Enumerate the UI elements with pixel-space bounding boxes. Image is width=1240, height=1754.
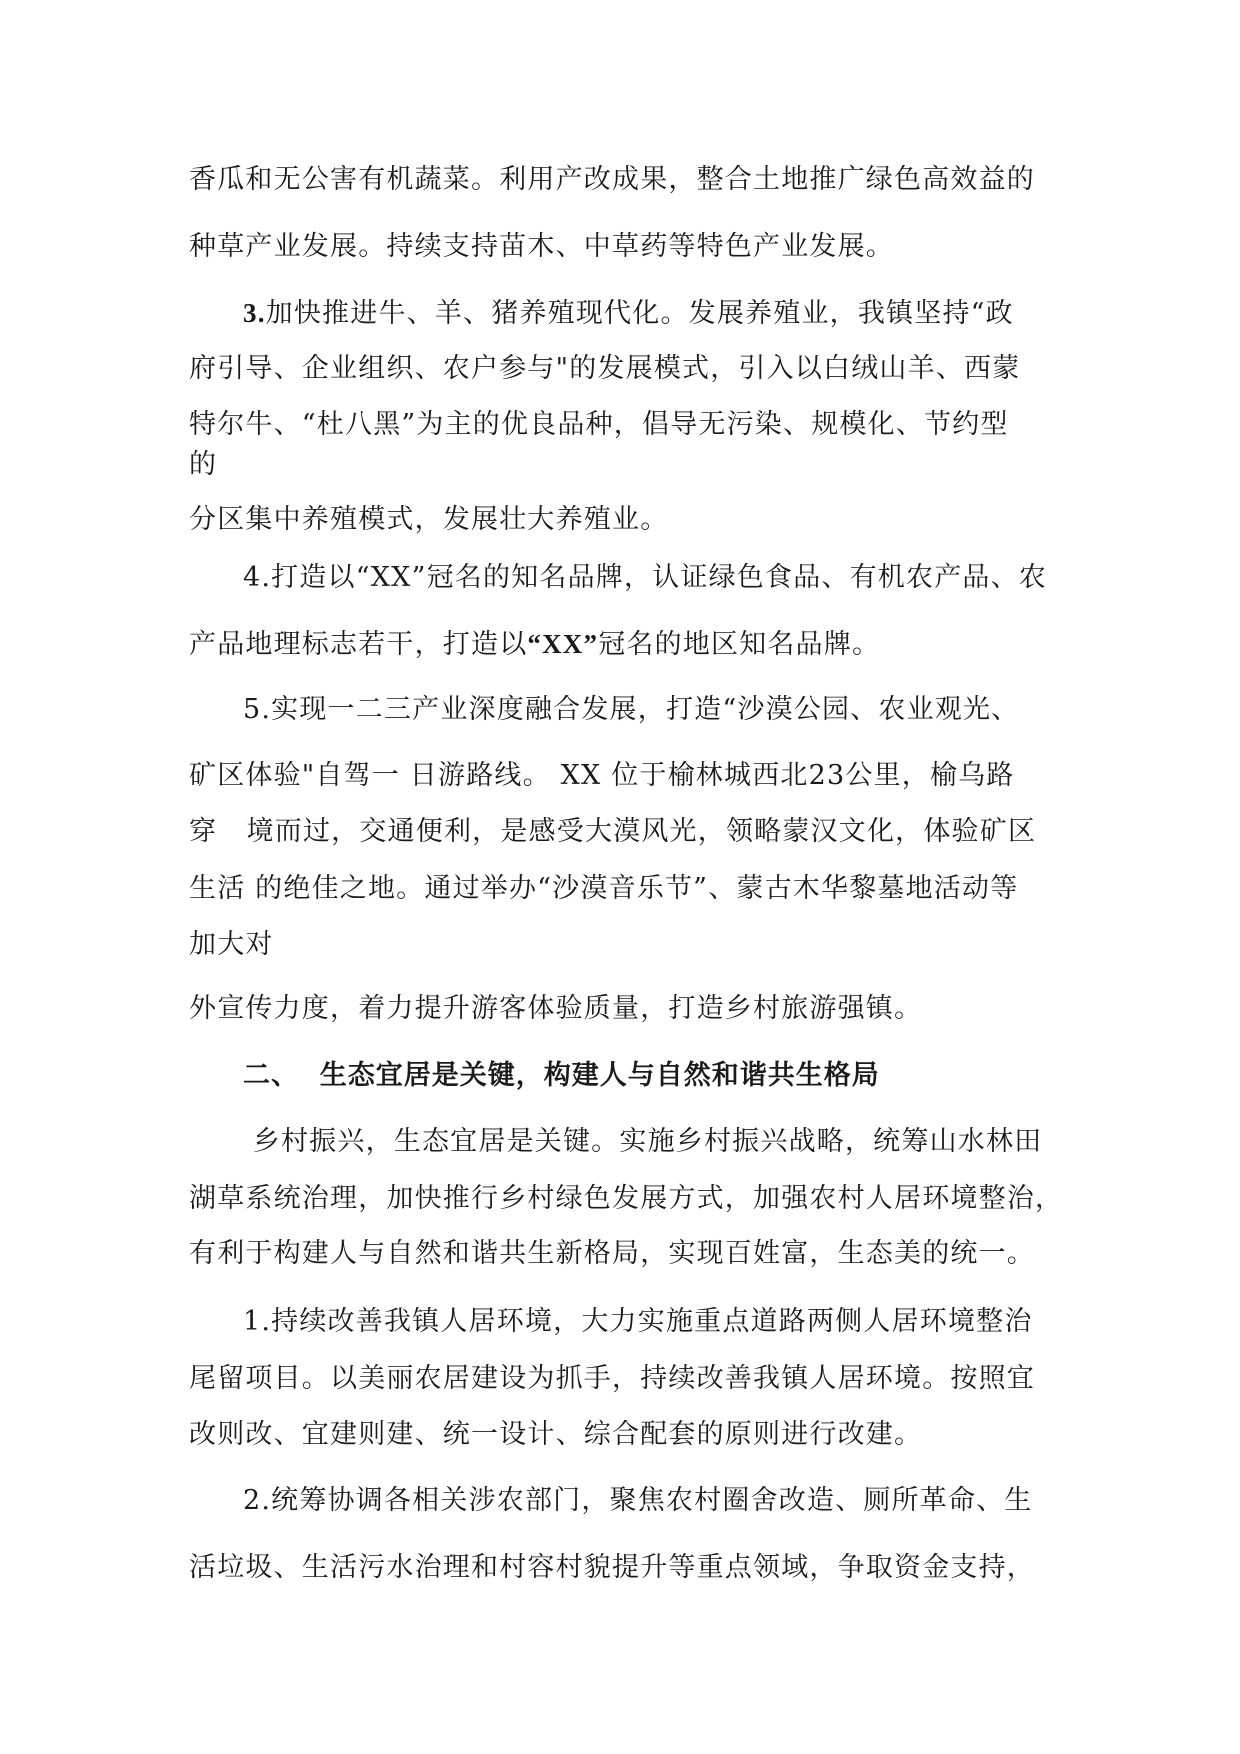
paragraph-line: 乡村振兴，生态宜居是关键。实施乡村振兴战略，统筹山水林田 bbox=[243, 1126, 1043, 1157]
paragraph-line: 湖草系统治理，加快推行乡村绿色发展方式，加强农村人居环境整治， bbox=[189, 1183, 1064, 1214]
paragraph-line: 加大对 bbox=[189, 929, 274, 960]
list-number: 3. bbox=[243, 298, 266, 328]
paragraph-line: 有利于构建人与自然和谐共生新格局，实现百姓富，生态美的统一。 bbox=[189, 1238, 1035, 1269]
paragraph-line: 5.实现一二三产业深度融合发展，打造“沙漠公园、农业观光、 bbox=[243, 694, 1020, 725]
paragraph-line: 分区集中养殖模式，发展壮大养殖业。 bbox=[189, 504, 669, 535]
paragraph-line: 矿区体验"自驾一 日游路线。 XX 位于榆林城西北23公里，榆乌路 bbox=[189, 760, 1015, 791]
paragraph-text: 冠名的地区知名品牌。 bbox=[598, 629, 881, 660]
paragraph-line: 2.统筹协调各相关涉农部门，聚焦农村圈舍改造、厕所革命、生 bbox=[243, 1485, 1033, 1516]
paragraph-line: 的 bbox=[189, 449, 218, 480]
list-item-3-first-line bbox=[243, 296, 1014, 331]
paragraph-line: 活垃圾、生活污水治理和村容村貌提升等重点领域，争取资金支持， bbox=[189, 1552, 1035, 1583]
paragraph-text: 加快推进牛、羊、猪养殖现代化。发展养殖业，我镇坚持“政 bbox=[265, 298, 1014, 329]
brand-name-bold: “XX” bbox=[527, 629, 599, 659]
paragraph-line: 香瓜和无公害有机蔬菜。利用产改成果，整合土地推广绿色高效益的 bbox=[189, 164, 1035, 195]
paragraph-line: 种草产业发展。持续支持苗木、中草药等特色产业发展。 bbox=[189, 231, 894, 262]
paragraph-line: 外宣传力度，着力提升游客体验质量，打造乡村旅游强镇。 bbox=[189, 993, 923, 1024]
paragraph-line: 改则改、宜建则建、统一设计、综合配套的原则进行改建。 bbox=[189, 1419, 923, 1450]
section-heading: 二、 生态宜居是关键，构建人与自然和谐共生格局 bbox=[243, 1060, 880, 1091]
paragraph-line: 府引导、企业组织、农户参与"的发展模式，引入以白绒山羊、西蒙 bbox=[189, 353, 1021, 384]
paragraph-line: 特尔牛、“杜八黑”为主的优良品种，倡导无污染、规模化、节约型 bbox=[189, 409, 1009, 440]
paragraph-line: 穿 境而过，交通便利，是感受大漠风光，领略蒙汉文化，体验矿区 bbox=[189, 816, 1037, 847]
paragraph-line: 生活 的绝佳之地。通过举办“沙漠音乐节”、蒙古木华黎墓地活动等 bbox=[189, 873, 1019, 904]
paragraph-line: 1.持续改善我镇人居环境，大力实施重点道路两侧人居环境整治 bbox=[243, 1306, 1033, 1337]
list-item-4-second-line bbox=[189, 627, 880, 662]
paragraph-line: 4.打造以“XX”冠名的知名品牌，认证绿色食品、有机农产品、农 bbox=[243, 562, 1048, 593]
paragraph-text: 产品地理标志若干，打造以 bbox=[189, 629, 528, 660]
paragraph-line: 尾留项目。以美丽农居建设为抓手，持续改善我镇人居环境。按照宜 bbox=[189, 1363, 1035, 1394]
